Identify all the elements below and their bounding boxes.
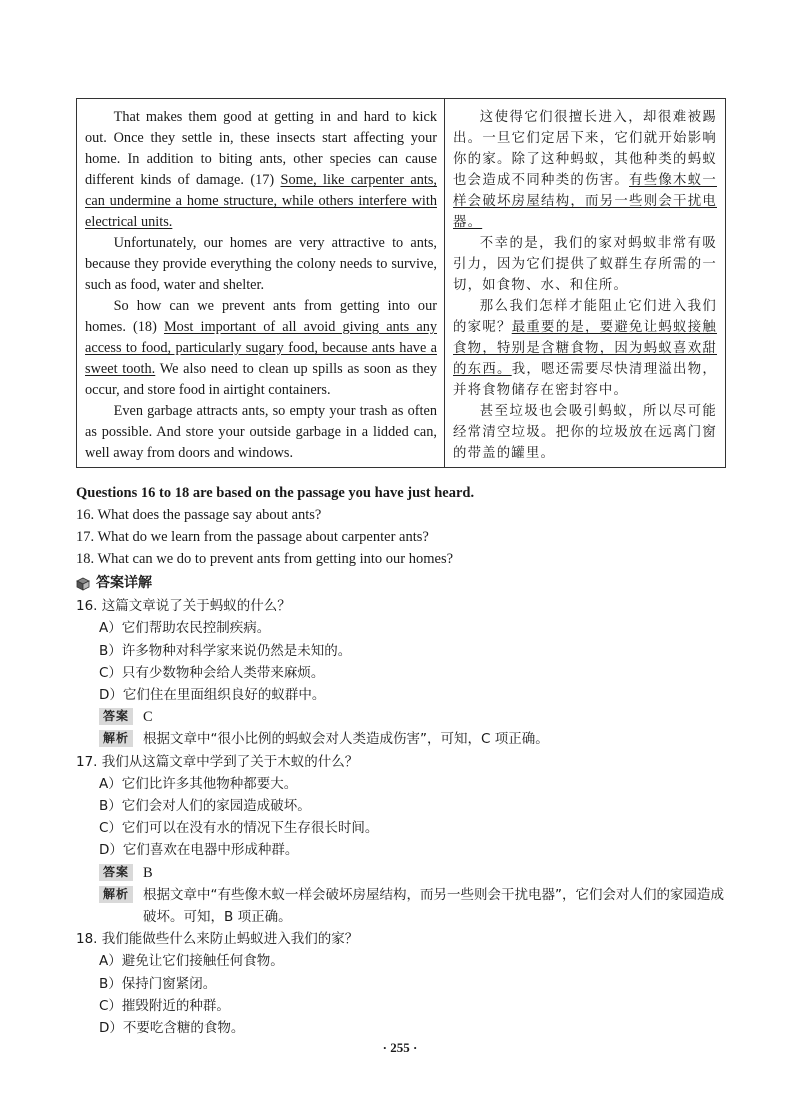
answer-option: A）避免让它们接触任何食物。 [99, 953, 284, 970]
english-paragraph-4: Even garbage attracts ants, so empty your trash as often as possible. And store your outside garbage in a lidded can, well away from doors and windows. [85, 403, 437, 461]
answer-option: C）它们可以在没有水的情况下生存很长时间。 [99, 820, 379, 837]
chinese-passage-column [445, 99, 725, 467]
explanation-text: 根据文章中“有些像木蚁一样会破坏房屋结构，而另一些则会干扰电器”，它们会对人们的家园造成破坏。可知，B 项正确。 [143, 886, 725, 926]
answer-option: C）摧毁附近的种群。 [99, 997, 230, 1014]
english-paragraph-2: Unfortunately, our homes are very attractive to ants, because they provide everything the colony needs to survive, such as food, water and shelter. [85, 235, 437, 293]
answer-option: A）它们帮助农民控制疾病。 [99, 620, 271, 637]
answer-option: A）它们比许多其他物种都要大。 [99, 775, 298, 792]
chinese-paragraph-4: 甚至垃圾也会吸引蚂蚁，所以尽可能经常清空垃圾。把你的垃圾放在远离门窗的带盖的罐里。 [453, 404, 717, 461]
explanation-badge: 解析 [99, 730, 133, 747]
answer-row [76, 862, 736, 884]
chinese-paragraph-1: 这使得它们很擅长进入，却很难被踢出。一旦它们定居下来，它们就开始影响你的家。除了这种蚂蚁，其他种类的蚂蚁也会造成不同种类的伤害。有些像木蚁一样会破坏房屋结构，而另一些则会干扰电器。 [453, 110, 717, 230]
cube-icon [76, 576, 90, 590]
explanation-row [76, 728, 736, 750]
questions-section [76, 482, 736, 570]
answer-letter: B [143, 864, 153, 881]
underlined-cn-answer-17: 有些像木蚁一样会破坏房屋结构，而另一些则会干扰电器。 [453, 173, 717, 230]
question-item: 16. What does the passage say about ants? [76, 507, 322, 523]
answer-option: D）它们住在里面组织良好的蚁群中。 [99, 687, 326, 704]
explanation-row [76, 884, 736, 928]
answer-badge: 答案 [99, 864, 133, 881]
page-number: · 255 · [382, 1040, 418, 1055]
answer-question-stem: 18. 我们能做些什么来防止蚂蚁进入我们的家？ [76, 931, 359, 948]
answer-option: B）它们会对人们的家园造成破坏。 [99, 798, 311, 815]
answer-question-stem: 17. 我们从这篇文章中学到了关于木蚁的什么？ [76, 753, 359, 770]
explanation-badge: 解析 [99, 886, 133, 903]
answer-option: D）它们喜欢在电器中形成种群。 [99, 842, 299, 859]
bilingual-passage-table [76, 98, 726, 468]
english-paragraph-3: So how can we prevent ants from getting into our homes. (18) Most important of all avoid giving ants any access to food, particularly sugary food, because ants have a sweet tooth. We also need to clean up spills as soon as they occur, and store food in airtight containers. [85, 298, 438, 398]
answers-section [76, 572, 736, 1039]
answers-title: 答案详解 [76, 572, 736, 594]
answer-row [76, 706, 736, 728]
answer-badge: 答案 [99, 708, 133, 725]
chinese-paragraph-2: 不幸的是，我们的家对蚂蚁非常有吸引力，因为它们提供了蚁群生存所需的一切，如食物、水、和住所。 [453, 236, 717, 293]
answer-option: B）许多物种对科学家来说仍然是未知的。 [99, 642, 352, 659]
answer-option: C）只有少数物种会给人类带来麻烦。 [99, 664, 325, 681]
question-item: 18. What can we do to prevent ants from getting into our homes? [76, 551, 454, 567]
answer-question-stem: 16. 这篇文章说了关于蚂蚁的什么？ [76, 598, 291, 615]
english-paragraph-1: That makes them good at getting in and hard to kick out. Once they settle in, these insects start affecting your home. In addition to biting ants, other species can cause different kinds of damage. (17) Some, like carpenter ants, can undermine a home structure, while others interfere with electrical units. [85, 109, 437, 230]
answer-option: B）保持门窗紧闭。 [99, 975, 217, 992]
underlined-cn-answer-18: 最重要的是，要避免让蚂蚁接触食物，特别是含糖食物，因为蚂蚁喜欢甜的东西。 [453, 320, 717, 377]
answer-option: D）不要吃含糖的食物。 [99, 1020, 245, 1037]
questions-heading: Questions 16 to 18 are based on the passage you have just heard. [76, 485, 475, 501]
explanation-text: 根据文章中“很小比例的蚂蚁会对人类造成伤害”，可知，C 项正确。 [143, 731, 549, 748]
answer-letter: C [143, 709, 153, 726]
question-item: 17. What do we learn from the passage about carpenter ants? [76, 529, 429, 545]
english-passage-column [77, 99, 445, 467]
underlined-answer-18: Most important of all avoid giving ants any access to food, particularly sugary food, because ants have a sweet tooth. [85, 319, 437, 377]
chinese-paragraph-3: 那么我们怎样才能阻止它们进入我们的家呢？最重要的是，要避免让蚂蚁接触食物，特别是含糖食物，因为蚂蚁喜欢甜的东西。我，嗯还需要尽快清理溢出物，并将食物储存在密封容中。 [453, 299, 717, 398]
underlined-answer-17: Some, like carpenter ants, can undermine a home structure, while others interfere with electrical units. [85, 172, 437, 230]
